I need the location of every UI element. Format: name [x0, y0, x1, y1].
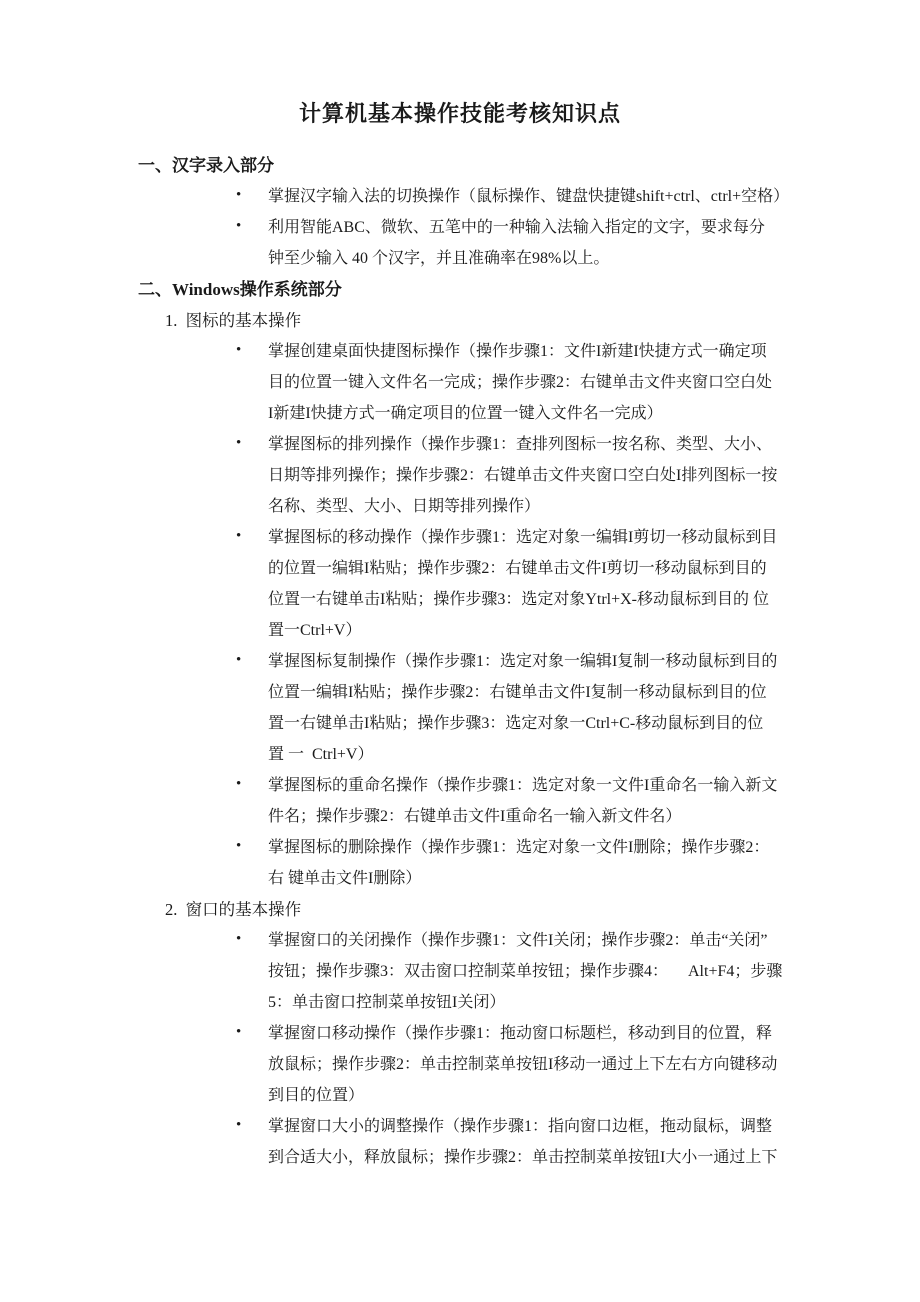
- bullet-line: 到目的位置）: [268, 1087, 365, 1104]
- bullet-line: 置一Ctrl+V）: [268, 622, 362, 639]
- bullet-line: 目的位置一键入文件名一完成；操作步骤2：右键单击文件夹窗口空白处: [268, 374, 773, 391]
- bullet-line: 日期等排列操作；操作步骤2：右键单击文件夹窗口空白处I排列图标一按: [268, 467, 778, 484]
- bullet-line: 按钮；操作步骤3：双击窗口控制菜单按钮；操作步骤4： Alt+F4；步骤: [268, 963, 783, 980]
- bullet-line: 掌握创建桌面快捷图标操作（操作步骤1：文件I新建I快捷方式一确定项: [268, 343, 767, 360]
- bullet-line: 掌握图标的移动操作（操作步骤1：选定对象一编辑I剪切一移动鼠标到目: [268, 529, 778, 546]
- bullet-icon: •: [236, 187, 242, 203]
- bullet-line: 掌握图标的删除操作（操作步骤1：选定对象一文件I删除；操作步骤2：: [268, 839, 770, 856]
- bullet-line: 利用智能ABC、微软、五笔中的一种输入法输入指定的文字，要求每分: [268, 219, 765, 236]
- bullet-item: [0, 832, 920, 894]
- bullet-line: 放鼠标；操作步骤2：单击控制菜单按钮I移动一通过上下左右方向键移动: [268, 1056, 778, 1073]
- bullet-line: 掌握汉字输入法的切换操作（鼠标操作、键盘快捷键shift+ctrl、ctrl+空格）: [268, 188, 790, 205]
- bullet-line: 名称、类型、大小、日期等排列操作）: [268, 498, 541, 515]
- bullet-icon: •: [236, 838, 242, 854]
- bullet-line: 掌握窗口移动操作（操作步骤1：拖动窗口标题栏，移动到目的位置，释: [268, 1025, 773, 1042]
- bullet-item: [0, 522, 920, 646]
- bullet-icon: •: [236, 931, 242, 947]
- document-title: 计算机基本操作技能考核知识点: [298, 101, 621, 126]
- bullet-icon: •: [236, 1117, 242, 1133]
- bullet-line: 到合适大小，释放鼠标；操作步骤2：单击控制菜单按钮I大小一通过上下: [268, 1149, 778, 1166]
- section-heading: 一、汉字录入部分: [138, 156, 274, 175]
- bullet-line: 位置一右键单击I粘贴；操作步骤3：选定对象Ytrl+X-移动鼠标到目的 位: [268, 591, 770, 608]
- bullet-icon: •: [236, 342, 242, 358]
- bullet-icon: •: [236, 218, 242, 234]
- bullet-item: [0, 181, 920, 212]
- bullet-icon: •: [236, 1024, 242, 1040]
- bullet-item: [0, 925, 920, 1018]
- bullet-item: [0, 1018, 920, 1111]
- bullet-line: 掌握图标的排列操作（操作步骤1：查排列图标一按名称、类型、大小、: [268, 436, 773, 453]
- bullet-line: 掌握图标复制操作（操作步骤1：选定对象一编辑I复制一移动鼠标到目的: [268, 653, 778, 670]
- numbered-heading: 2. 窗口的基本操作: [165, 900, 302, 919]
- bullet-item: [0, 770, 920, 832]
- bullet-line: 件名；操作步骤2：右键单击文件I重命名一输入新文件名）: [268, 808, 682, 825]
- bullet-item: [0, 212, 920, 274]
- bullet-line: 的位置一编辑I粘贴；操作步骤2：右键单击文件I剪切一移动鼠标到目的: [268, 560, 767, 577]
- document-body: [0, 150, 920, 1173]
- bullet-item: [0, 336, 920, 429]
- bullet-line: I新建I快捷方式一确定项目的位置一键入文件名一完成）: [268, 405, 663, 422]
- bullet-icon: •: [236, 776, 242, 792]
- bullet-line: 掌握图标的重命名操作（操作步骤1：选定对象一文件I重命名一输入新文: [268, 777, 778, 794]
- section-heading: 二、Windows操作系统部分: [138, 280, 342, 299]
- bullet-line: 置一右键单击I粘贴；操作步骤3：选定对象一Ctrl+C-移动鼠标到目的位: [268, 715, 764, 732]
- bullet-item: [0, 1111, 920, 1173]
- bullet-line: 右 键单击文件I删除）: [268, 870, 422, 887]
- bullet-line: 置 一 Ctrl+V）: [268, 746, 374, 763]
- bullet-item: [0, 429, 920, 522]
- bullet-icon: •: [236, 528, 242, 544]
- bullet-line: 钟至少输入 40 个汉字，并且准确率在98%以上。: [268, 250, 610, 267]
- bullet-line: 掌握窗口大小的调整操作（操作步骤1：指向窗口边框，拖动鼠标，调整: [268, 1118, 773, 1135]
- bullet-item: [0, 646, 920, 770]
- bullet-line: 掌握窗口的关闭操作（操作步骤1：文件I关闭；操作步骤2：单击“关闭”: [268, 932, 768, 949]
- bullet-icon: •: [236, 435, 242, 451]
- bullet-line: 5：单击窗口控制菜单按钮I关闭）: [268, 994, 506, 1011]
- numbered-heading: 1. 图标的基本操作: [165, 311, 302, 330]
- bullet-icon: •: [236, 652, 242, 668]
- bullet-line: 位置一编辑I粘贴；操作步骤2：右键单击文件I复制一移动鼠标到目的位: [268, 684, 767, 701]
